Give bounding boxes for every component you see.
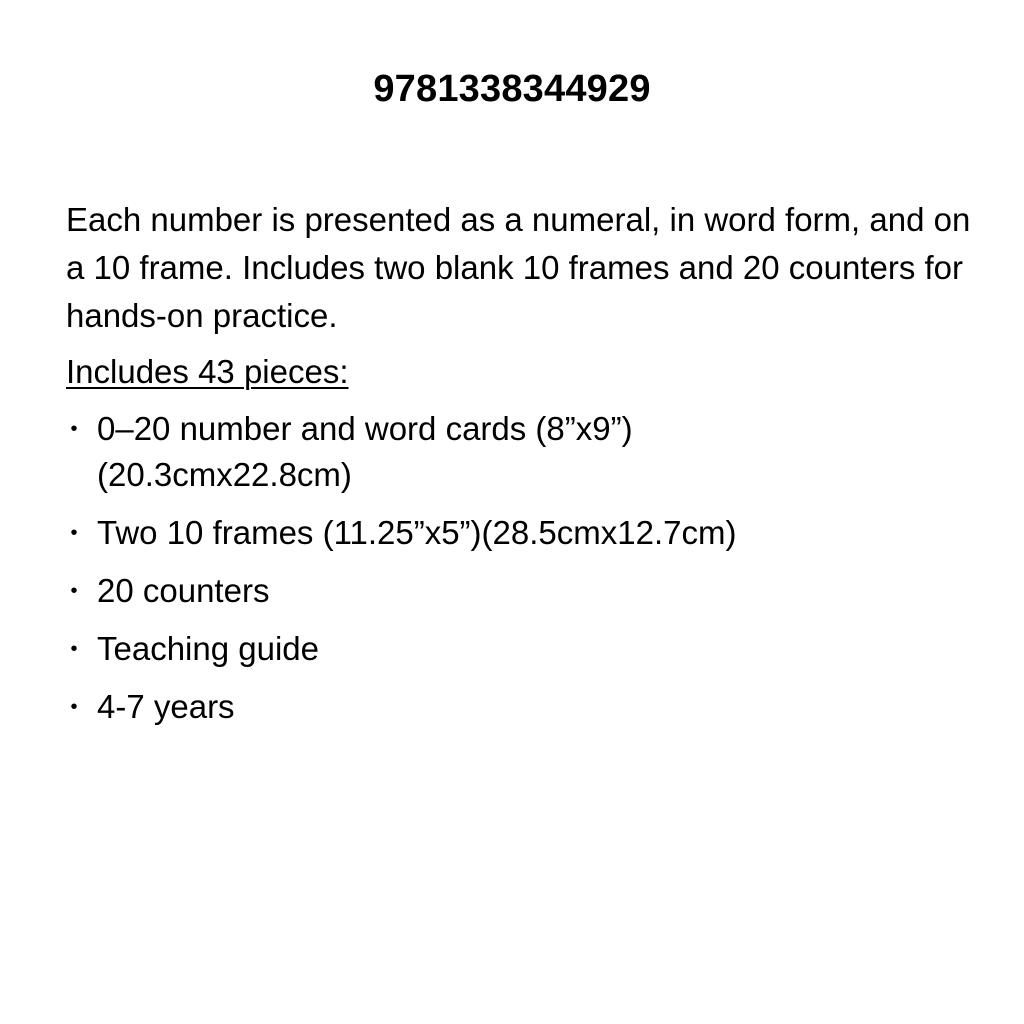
product-description: Each number is presented as a numeral, in word form, and on a 10 frame. Includes two blank 10 frames and 20 counters for hands-on practice. [66, 201, 971, 334]
list-item [66, 684, 986, 730]
list-item [66, 406, 986, 498]
list-item-text: Two 10 frames (11.25”x5”)(28.5cmx12.7cm) [97, 514, 737, 551]
list-item [66, 568, 986, 614]
bullet-icon: • [70, 522, 78, 544]
bullet-icon: • [70, 696, 78, 718]
list-item-text: 4-7 years [97, 688, 235, 725]
list-item-text: Teaching guide [97, 630, 320, 667]
includes-heading: Includes 43 pieces: [66, 353, 349, 390]
list-item [66, 626, 986, 672]
page-title: 9781338344929 [373, 68, 651, 110]
list-item-text: 20 counters [97, 572, 270, 609]
included-items-list [66, 406, 986, 742]
list-item [66, 510, 986, 556]
bullet-icon: • [70, 580, 78, 602]
list-item-text: 0–20 number and word cards (8”x9”) (20.3cmx22.8cm) [97, 410, 633, 493]
bullet-icon: • [70, 638, 78, 660]
bullet-icon: • [70, 418, 78, 440]
